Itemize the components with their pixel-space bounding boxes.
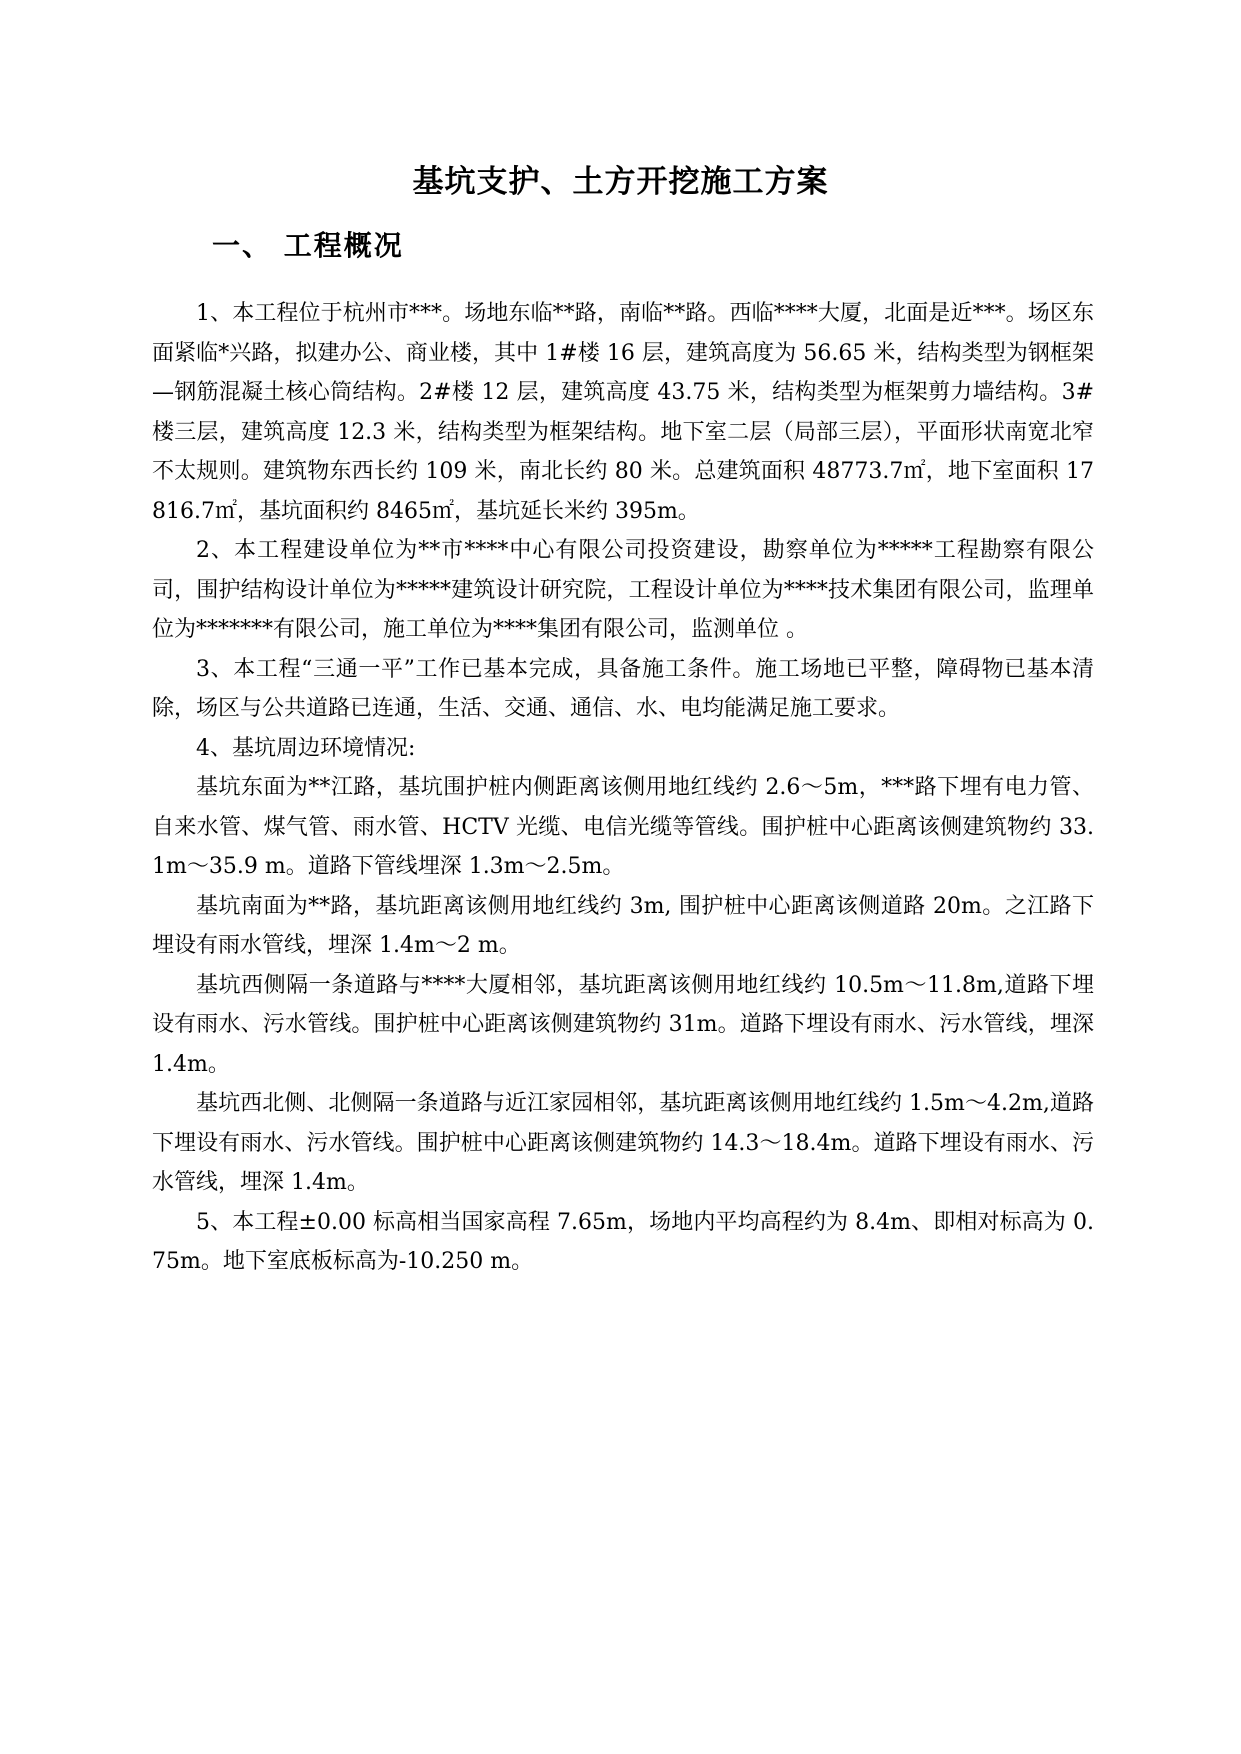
document-body	[152, 294, 1094, 1282]
paragraph-east-side: 基坑东面为**江路，基坑围护桩内侧距离该侧用地红线约 2.6～5m，***路下埋有电力管、自来水管、煤气管、雨水管、HCTV 光缆、电信光缆等管线。围护桩中心距离该侧建筑物约 33.1m～35.9 m。道路下管线埋深 1.3m～2.5m。	[152, 775, 1094, 879]
paragraph-participating-units: 2、本工程建设单位为**市****中心有限公司投资建设，勘察单位为*****工程勘察有限公司，围护结构设计单位为*****建筑设计研究院，工程设计单位为****技术集团有限公司，监理单位为*******有限公司，施工单位为****集团有限公司，监测单位 。	[152, 538, 1094, 642]
paragraph-west-side: 基坑西侧隔一条道路与****大厦相邻，基坑距离该侧用地红线约 10.5m～11.8m,道路下埋设有雨水、污水管线。围护桩中心距离该侧建筑物约 31m。道路下埋设有雨水、污水管线，埋深 1.4m。	[152, 972, 1094, 1077]
paragraph-project-location: 1、本工程位于杭州市***。场地东临**路，南临**路。西临****大厦，北面是近***。场区东面紧临*兴路，拟建办公、商业楼，其中 1#楼 16 层，建筑高度为 56.65 米，结构类型为钢框架—钢筋混凝土核心筒结构。2#楼 12 层，建筑高度 43.75 米，结构类型为框架剪力墙结构。3#楼三层，建筑高度 12.3 米，结构类型为框架结构。地下室二层（局部三层），平面形状南宽北窄不太规则。建筑物东西长约 109 米，南北长约 80 米。总建筑面积 48773.7㎡，地下室面积 17816.7㎡，基坑面积约 8465㎡，基坑延长米约 395m。	[152, 301, 1094, 524]
document-title: 基坑支护、土方开挖施工方案	[412, 164, 829, 200]
paragraph-surroundings-heading: 4、基坑周边环境情况:	[196, 735, 416, 761]
paragraph-south-side: 基坑南面为**路，基坑距离该侧用地红线约 3m, 围护桩中心距离该侧道路 20m。之江路下埋设有雨水管线，埋深 1.4m～2 m。	[152, 893, 1094, 958]
section-heading: 一、 工程概况	[212, 229, 404, 262]
paragraph-elevation: 5、本工程±0.00 标高相当国家高程 7.65m，场地内平均高程约为 8.4m、即相对标高为 0.75m。地下室底板标高为-10.250 m。	[152, 1209, 1094, 1274]
paragraph-site-conditions: 3、本工程“三通一平”工作已基本完成，具备施工条件。施工场地已平整，障碍物已基本清除，场区与公共道路已连通，生活、交通、通信、水、电均能满足施工要求。	[152, 656, 1094, 721]
paragraph-northwest-north-side: 基坑西北侧、北侧隔一条道路与近江家园相邻，基坑距离该侧用地红线约 1.5m～4.2m,道路下埋设有雨水、污水管线。围护桩中心距离该侧建筑物约 14.3～18.4m。道路下埋设有雨水、污水管线，埋深 1.4m。	[152, 1091, 1094, 1195]
